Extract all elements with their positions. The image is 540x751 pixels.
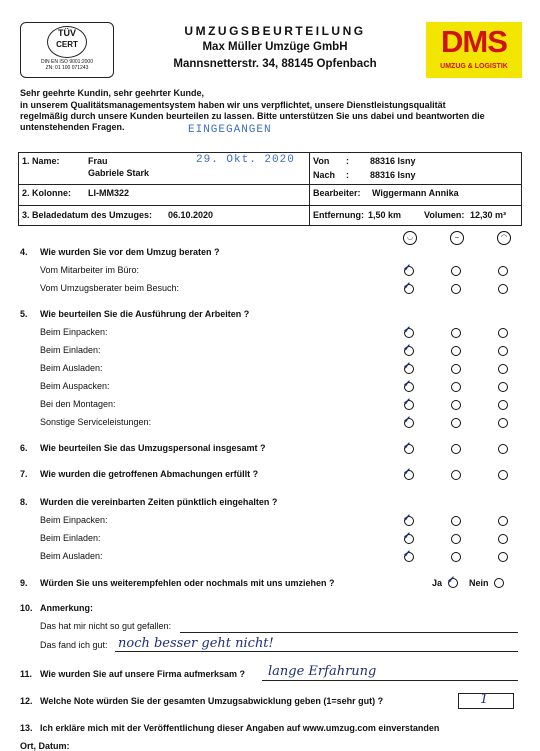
- q5-item: Beim Einpacken:: [40, 327, 108, 337]
- check-mark-icon: ✓: [403, 531, 412, 542]
- rating-radio[interactable]: [451, 534, 461, 544]
- q8-number: 8.: [20, 497, 28, 507]
- rating-radio[interactable]: [451, 400, 461, 410]
- q11-answer: lange Erfahrung: [268, 664, 377, 679]
- neutral-face-icon: –: [450, 231, 464, 245]
- q11-question: Wie wurden Sie auf unsere Firma aufmerksam ?: [40, 669, 245, 679]
- check-mark-icon: ✓: [447, 575, 456, 586]
- stamp-date: 29. Okt. 2020: [196, 154, 295, 166]
- table-rule: [19, 184, 309, 185]
- company-address: Mannsnetterstr. 34, 88145 Opfenbach: [173, 58, 377, 70]
- rating-radio[interactable]: [498, 534, 508, 544]
- check-mark-icon: ✓: [403, 281, 412, 292]
- q6-question: Wie beurteilen Sie das Umzugspersonal insgesamt ?: [40, 443, 266, 453]
- q13-statement: Ich erkläre mich mit der Veröffentlichung dieser Angaben auf www.umzug.com einverstanden: [40, 723, 440, 733]
- tuv-top: TÜV: [58, 28, 76, 38]
- tuv-lines: [21, 59, 113, 71]
- nach-colon: :: [346, 170, 349, 180]
- table-rule: [19, 205, 521, 206]
- check-mark-icon: ✓: [403, 325, 412, 336]
- check-mark-icon: ✓: [403, 441, 412, 452]
- salutation: Frau: [88, 156, 108, 166]
- q4-number: 4.: [20, 247, 28, 257]
- entfernung-label: Entfernung:: [313, 210, 364, 220]
- answer-line: [115, 651, 518, 652]
- table-divider: [309, 153, 310, 225]
- q10-good-label: Das fand ich gut:: [40, 640, 108, 650]
- check-mark-icon: ✓: [403, 415, 412, 426]
- rating-radio[interactable]: [498, 552, 508, 562]
- q9-number: 9.: [20, 578, 28, 588]
- dms-tagline: UMZUG & LOGISTIK: [440, 63, 508, 70]
- rating-radio[interactable]: [451, 418, 461, 428]
- tuv-cert-logo: [20, 22, 114, 78]
- rating-radio[interactable]: [498, 470, 508, 480]
- rating-radio[interactable]: [498, 382, 508, 392]
- von-value: 88316 Isny: [370, 156, 416, 166]
- bad-face-icon: ◠: [497, 231, 511, 245]
- q4-question: Wie wurden Sie vor dem Umzug beraten ?: [40, 247, 220, 257]
- load-date: 06.10.2020: [168, 210, 214, 220]
- rating-radio[interactable]: [451, 266, 461, 276]
- q9-nein-label: Nein: [469, 578, 489, 588]
- good-face-icon: ◡: [403, 231, 417, 245]
- q8-question: Wurden die vereinbarten Zeiten pünktlich eingehalten ?: [40, 497, 278, 507]
- von-colon: :: [346, 156, 349, 166]
- q5-question: Wie beurteilen Sie die Ausführung der Arbeiten ?: [40, 309, 250, 319]
- rating-radio[interactable]: [498, 266, 508, 276]
- rating-radio[interactable]: [451, 328, 461, 338]
- q8-item: Beim Einladen:: [40, 533, 101, 543]
- bearbeiter-label: Bearbeiter:: [313, 188, 361, 198]
- volumen-label: Volumen:: [424, 210, 465, 220]
- bearbeiter-value: Wiggermann Annika: [372, 188, 459, 198]
- q9-question: Würden Sie uns weiterempfehlen oder nochmals mit uns umziehen ?: [40, 578, 335, 588]
- q8-item: Beim Einpacken:: [40, 515, 108, 525]
- q12-question: Welche Note würden Sie der gesamten Umzugsabwicklung geben (1=sehr gut) ?: [40, 696, 384, 706]
- q4-item: Vom Mitarbeiter im Büro:: [40, 265, 140, 275]
- kolonne-value: LI-MM322: [88, 188, 130, 198]
- nach-value: 88316 Isny: [370, 170, 416, 180]
- rating-radio[interactable]: [498, 328, 508, 338]
- q5-item: Sonstige Serviceleistungen:: [40, 417, 152, 427]
- rating-radio[interactable]: [498, 516, 508, 526]
- customer-name: Gabriele Stark: [88, 168, 150, 178]
- tuv-line1: DIN EN ISO 9001:2000: [41, 59, 93, 65]
- rating-radio[interactable]: [498, 346, 508, 356]
- q4-item: Vom Umzugsberater beim Besuch:: [40, 283, 180, 293]
- tuv-line2: ZN: 01 100 071243: [45, 65, 89, 71]
- check-mark-icon: ✓: [403, 549, 412, 560]
- q10-good-answer: noch besser geht nicht!: [118, 636, 274, 651]
- ort-datum-label: Ort, Datum:: [20, 741, 70, 751]
- check-mark-icon: ✓: [403, 467, 412, 478]
- rating-radio[interactable]: [451, 382, 461, 392]
- q6-number: 6.: [20, 443, 28, 453]
- q7-number: 7.: [20, 469, 28, 479]
- intro-line-1: Sehr geehrte Kundin, sehr geehrter Kunde,: [20, 88, 205, 98]
- tuv-main: CERT: [56, 40, 78, 49]
- volumen-value: 12,30 m³: [470, 210, 507, 220]
- q5-item: Beim Ausladen:: [40, 363, 103, 373]
- intro-line-2: in unserem Qualitätsmanagementsystem haben wir uns verpflichtet, unsere Dienstleistungsqualität: [20, 100, 446, 110]
- rating-radio[interactable]: [498, 444, 508, 454]
- check-mark-icon: ✓: [403, 379, 412, 390]
- check-mark-icon: ✓: [403, 513, 412, 524]
- check-mark-icon: ✓: [403, 361, 412, 372]
- document-title: UMZUGSBEURTEILUNG: [184, 24, 366, 38]
- q9-nein-radio[interactable]: [494, 578, 504, 588]
- q10-not-good-label: Das hat mir nicht so gut gefallen:: [40, 621, 172, 631]
- q5-number: 5.: [20, 309, 28, 319]
- q12-answer: 1: [480, 692, 489, 707]
- rating-radio[interactable]: [498, 284, 508, 294]
- rating-radio[interactable]: [451, 284, 461, 294]
- intro-line-4: untenstehenden Fragen.: [20, 122, 125, 132]
- rating-radio[interactable]: [498, 400, 508, 410]
- q10-label: Anmerkung:: [40, 603, 94, 613]
- q5-item: Beim Einladen:: [40, 345, 101, 355]
- intro-line-3: regelmäßig durch unsere Kunden beurteilen zu lassen. Bitte unterstützen Sie uns dabei und beantworten die: [20, 111, 485, 121]
- dms-logo: [426, 22, 522, 78]
- q9-ja-label: Ja: [432, 578, 443, 588]
- name-label: 1. Name:: [22, 156, 60, 166]
- answer-line: [262, 680, 518, 681]
- rating-radio[interactable]: [451, 346, 461, 356]
- received-stamp: EINGEGANGEN: [188, 124, 272, 136]
- nach-label: Nach: [313, 170, 336, 180]
- rating-radio[interactable]: [498, 418, 508, 428]
- q8-item: Beim Ausladen:: [40, 551, 103, 561]
- check-mark-icon: ✓: [403, 397, 412, 408]
- rating-radio[interactable]: [498, 364, 508, 374]
- entfernung-value: 1,50 km: [368, 210, 402, 220]
- q5-item: Bei den Montagen:: [40, 399, 116, 409]
- check-mark-icon: ✓: [403, 263, 412, 274]
- rating-radio[interactable]: [451, 444, 461, 454]
- von-label: Von: [313, 156, 330, 166]
- check-mark-icon: ✓: [403, 343, 412, 354]
- q10-number: 10.: [20, 603, 33, 613]
- kolonne-label: 2. Kolonne:: [22, 188, 71, 198]
- q11-number: 11.: [20, 669, 33, 679]
- answer-line: [180, 632, 518, 633]
- table-rule: [309, 184, 521, 185]
- company-name: Max Müller Umzüge GmbH: [202, 41, 348, 53]
- rating-radio[interactable]: [451, 470, 461, 480]
- date-label: 3. Beladedatum des Umzuges:: [22, 210, 153, 220]
- q13-number: 13.: [20, 723, 33, 733]
- rating-radio[interactable]: [451, 516, 461, 526]
- dms-name: DMS: [441, 24, 507, 59]
- rating-radio[interactable]: [451, 364, 461, 374]
- q5-item: Beim Auspacken:: [40, 381, 110, 391]
- rating-radio[interactable]: [451, 552, 461, 562]
- q12-number: 12.: [20, 696, 33, 706]
- q7-question: Wie wurden die getroffenen Abmachungen erfüllt ?: [40, 469, 259, 479]
